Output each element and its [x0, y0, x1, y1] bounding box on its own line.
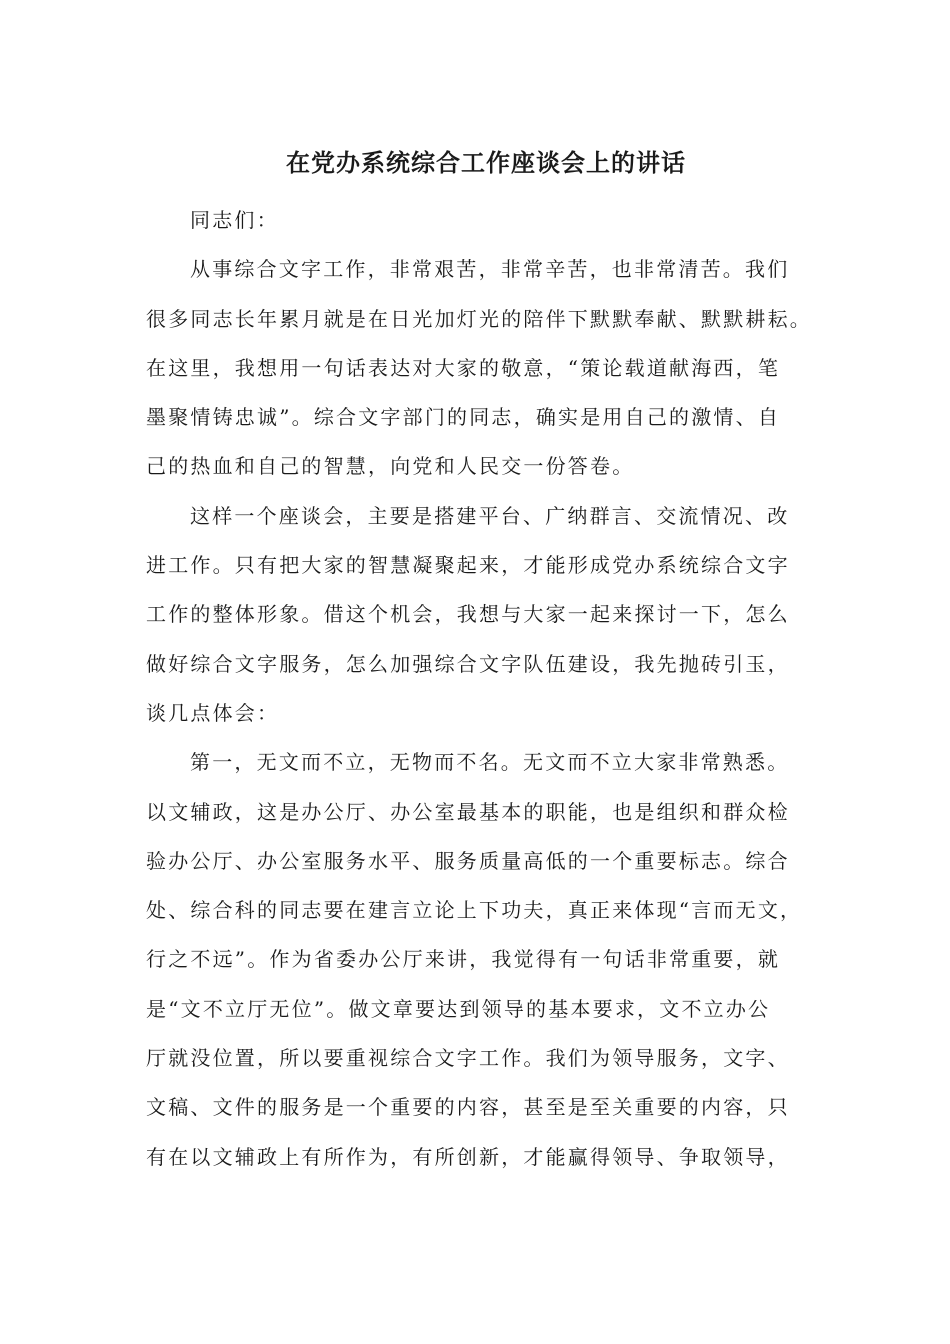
paragraph-line: 从事综合文字工作，非常艰苦，非常辛苦，也非常清苦。我们	[190, 257, 790, 282]
paragraph-2	[146, 492, 826, 738]
salutation	[146, 196, 826, 245]
paragraph-line: 墨聚情铸忠诚”。综合文字部门的同志，确实是用自己的激情、自	[146, 405, 781, 430]
paragraph-line: 工作的整体形象。借这个机会，我想与大家一起来探讨一下，怎么	[146, 602, 790, 627]
paragraph-line: 在这里，我想用一句话表达对大家的敬意，“策论载道献海西，笔	[146, 355, 781, 380]
document-title: 在党办系统综合工作座谈会上的讲话	[286, 148, 686, 177]
paragraph-line: 己的热血和自己的智慧，向党和人民交一份答卷。	[146, 454, 635, 479]
paragraph-line: 进工作。只有把大家的智慧凝聚起来，才能形成党办系统综合文字	[146, 553, 790, 578]
paragraph-line: 做好综合文字服务，怎么加强综合文字队伍建设，我先抛砖引玉，	[146, 651, 790, 676]
paragraph-line: 验办公厅、办公室服务水平、服务质量高低的一个重要标志。综合	[146, 848, 790, 873]
salutation-text: 同志们：	[190, 208, 279, 232]
paragraph-line: 厅就没位置，所以要重视综合文字工作。我们为领导服务，文字、	[146, 1046, 790, 1071]
paragraph-line: 行之不远”。作为省委办公厅来讲，我觉得有一句话非常重要，就	[146, 947, 781, 972]
paragraph-1	[146, 245, 826, 491]
paragraph-3	[146, 738, 826, 1182]
paragraph-line: 有在以文辅政上有所作为，有所创新，才能赢得领导、争取领导，	[146, 1144, 790, 1169]
paragraph-line: 很多同志长年累月就是在日光加灯光的陪伴下默默奉献、默默耕耘。	[146, 306, 812, 331]
paragraph-line: 第一，无文而不立，无物而不名。无文而不立大家非常熟悉。	[190, 750, 790, 775]
paragraph-line: 文稿、文件的服务是一个重要的内容，甚至是至关重要的内容，只	[146, 1095, 790, 1120]
paragraph-line: 以文辅政，这是办公厅、办公室最基本的职能，也是组织和群众检	[146, 799, 790, 824]
paragraph-line: 谈几点体会：	[146, 700, 280, 725]
paragraph-line: 是“文不立厅无位”。做文章要达到领导的基本要求，文不立办公	[146, 996, 771, 1021]
document-page	[146, 130, 826, 1182]
paragraph-line: 这样一个座谈会，主要是搭建平台、广纳群言、交流情况、改	[190, 503, 790, 528]
paragraph-line: 处、综合科的同志要在建言立论上下功夫，真正来体现“言而无文，	[146, 898, 803, 923]
